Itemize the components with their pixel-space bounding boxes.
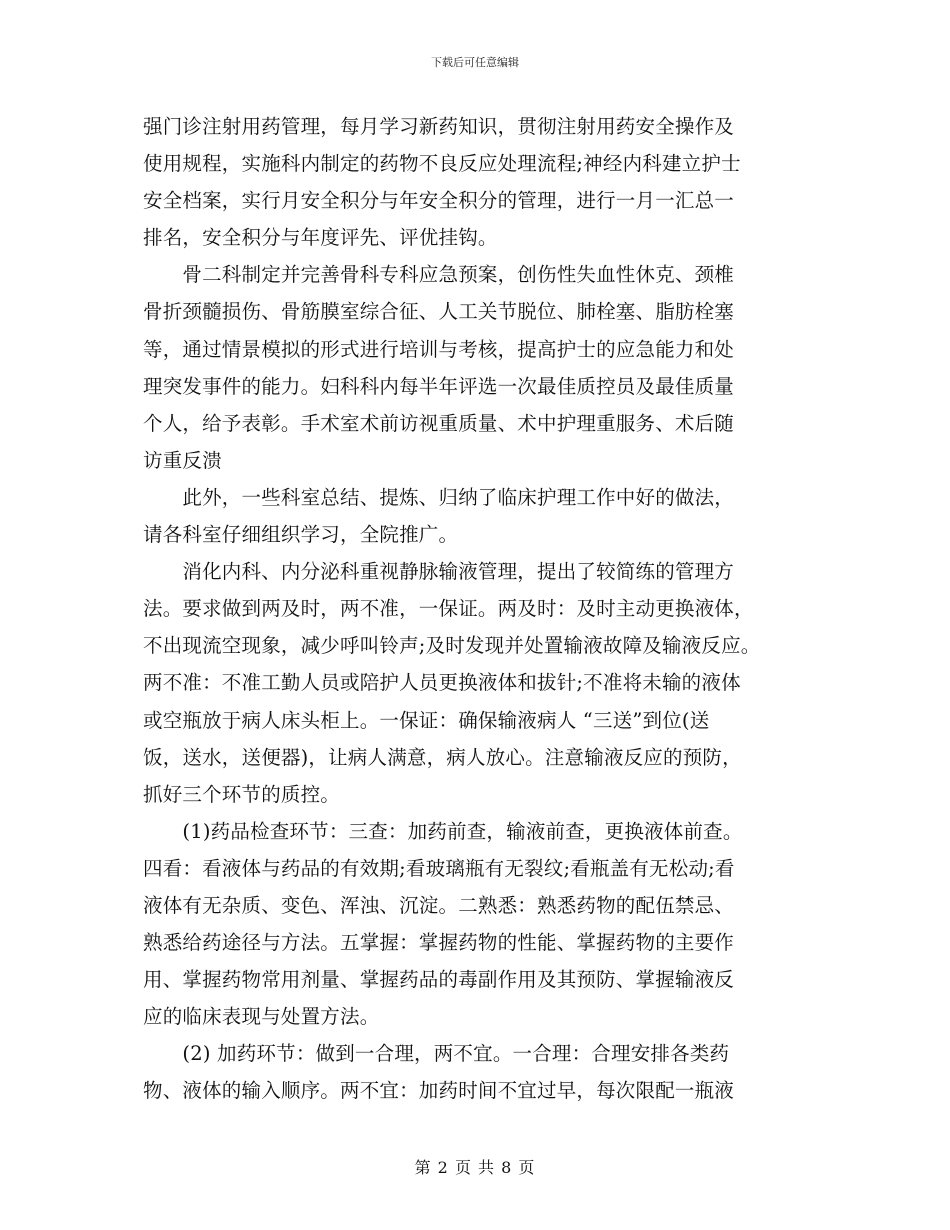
text-line: 液体有无杂质、变色、浑浊、沉淀。二熟悉：熟悉药物的配伍禁忌、 — [143, 893, 735, 917]
text-line: 不出现流空现象，减少呼叫铃声;及时发现并处置输液故障及输液反应。 — [143, 634, 761, 658]
document-body — [143, 108, 803, 1110]
text-line: 饭，送水，送便器)，让病人满意，病人放心。注意输液反应的预防， — [143, 745, 742, 769]
text-line: 消化内科、内分泌科重视静脉输液管理，提出了较简练的管理方 — [143, 560, 735, 584]
text-line: 排名，安全积分与年度评先、评优挂钩。 — [143, 226, 498, 250]
text-line: 法。要求做到两及时，两不准，一保证。两及时：及时主动更换液体， — [143, 597, 754, 621]
text-line: 骨二科制定并完善骨科专科应急预案，创伤性失血性休克、颈椎 — [143, 263, 735, 287]
text-line: 等，通过情景模拟的形式进行培训与考核，提高护士的应急能力和处 — [143, 337, 735, 361]
text-line: 应的临床表现与处置方法。 — [143, 1005, 380, 1029]
page-header: 下载后可任意编辑 — [431, 56, 519, 69]
text-line: (1)药品检查环节：三查：加药前查，输液前查，更换液体前查。 — [143, 819, 743, 843]
page-number: 第 2 页 共 8 页 — [414, 1158, 536, 1177]
text-line: 物、液体的输入顺序。两不宜：加药时间不宜过早，每次限配一瓶液 — [143, 1079, 735, 1103]
text-line: 安全档案，实行月安全积分与年安全积分的管理，进行一月一汇总一 — [143, 189, 735, 213]
text-line: 骨折颈髓损伤、骨筋膜室综合征、人工关节脱位、肺栓塞、脂肪栓塞 — [143, 300, 735, 324]
text-line: 四看：看液体与药品的有效期;看玻璃瓶有无裂纹;看瓶盖有无松动;看 — [143, 856, 735, 880]
text-line: 使用规程，实施科内制定的药物不良反应处理流程;神经内科建立护士 — [143, 152, 741, 176]
text-line: 个人，给予表彰。手术室术前访视重质量、术中护理重服务、术后随 — [143, 411, 735, 435]
text-line: 抓好三个环节的质控。 — [143, 782, 341, 806]
text-line: 访重反溃 — [143, 448, 222, 472]
text-line: 两不准：不准工勤人员或陪护人员更换液体和拔针;不准将未输的液体 — [143, 671, 741, 695]
text-line: 请各科室仔细组织学习，全院推广。 — [143, 523, 459, 547]
text-line: 强门诊注射用药管理，每月学习新药知识，贯彻注射用药安全操作及 — [143, 115, 735, 138]
text-line: 或空瓶放于病人床头柜上。一保证：确保输液病人 “三送”到位(送 — [143, 708, 710, 732]
text-line: 此外，一些科室总结、提炼、归纳了临床护理工作中好的做法， — [143, 485, 735, 509]
text-line: 熟悉给药途径与方法。五掌握：掌握药物的性能、掌握药物的主要作 — [143, 931, 735, 955]
text-line: 用、掌握药物常用剂量、掌握药品的毒副作用及其预防、掌握输液反 — [143, 968, 735, 992]
text-line: 理突发事件的能力。妇科科内每半年评选一次最佳质控员及最佳质量 — [143, 374, 735, 398]
text-line: (2) 加药环节：做到一合理，两不宜。一合理：合理安排各类药 — [143, 1042, 730, 1066]
